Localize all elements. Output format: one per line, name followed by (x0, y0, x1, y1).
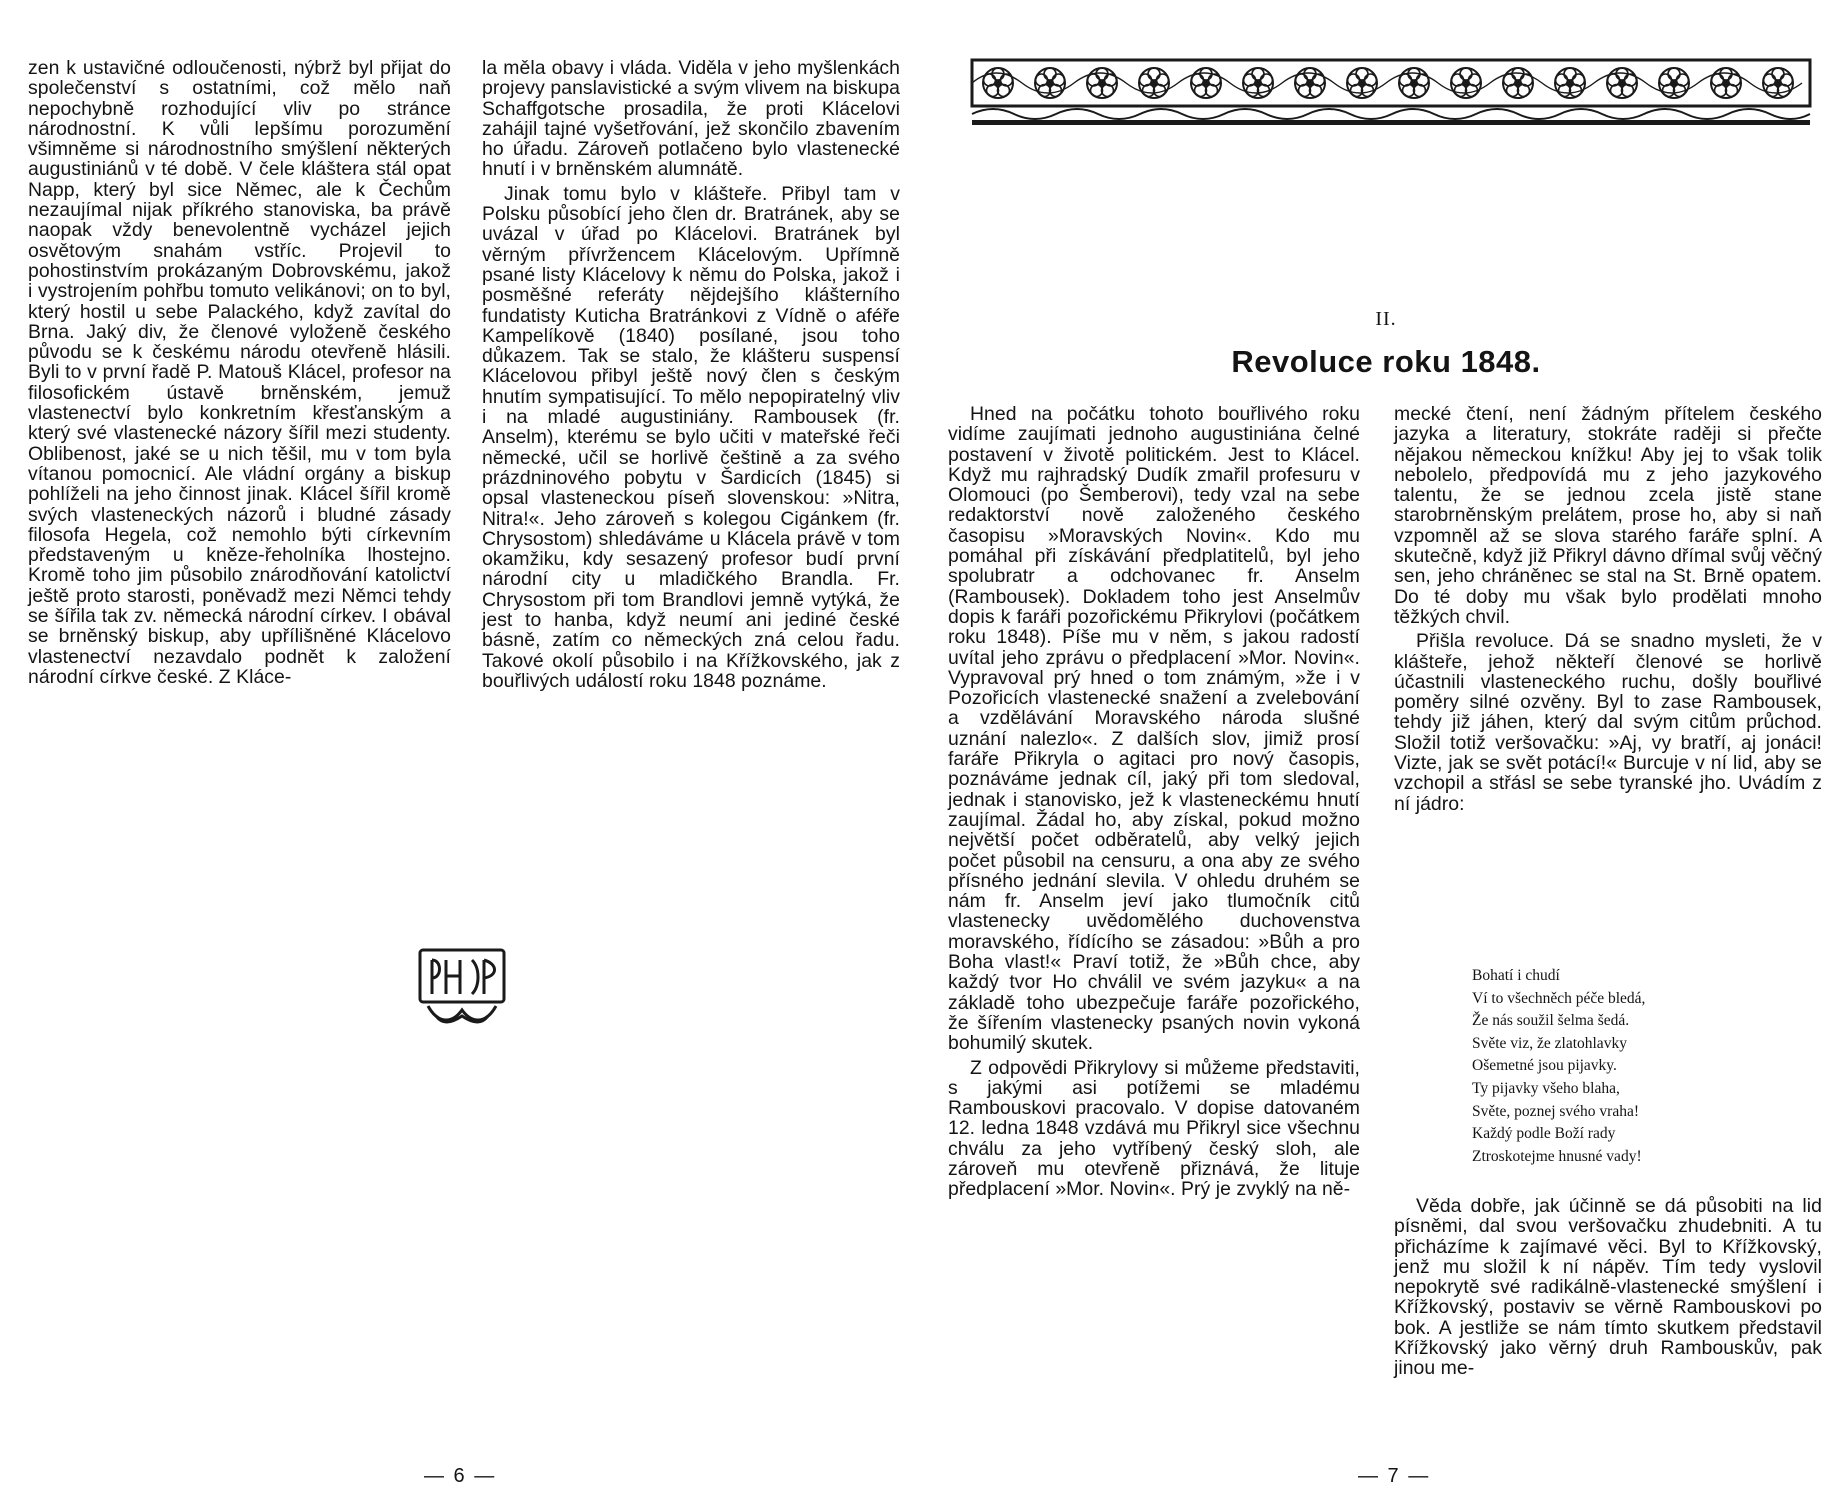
right-page-column-1 (948, 404, 1360, 1200)
poem-line: Ošemetné jsou pijavky. (1472, 1057, 1617, 1075)
decorative-border-icon (970, 58, 1812, 140)
paragraph: mecké čtení, není žádným přítelem českého jazyka a literatury, stokráte raději si přečte nějakou německou knížku! Aby jej to však tolik nebolelo, předpovídá mu z jeho jazykového talentu, že se jednou zcela jistě stane starobrněnským prelátem, prose ho, aby si naň vzpomněl až se slova starého faráře splní. A skutečně, když již Přikryl dávno dřímal svůj věčný sen, jeho chráněnec se stal na St. Brně opatem. Do té doby mu však bylo prodělati mnoho těžkých chvil. (1394, 403, 1822, 628)
chapter-title: Revoluce roku 1848. (1231, 344, 1541, 379)
poem-line: Každý podle Boží rady (1472, 1125, 1616, 1143)
right-page-column-2 (1394, 404, 1822, 814)
right-page-column-2-continued (1394, 1196, 1822, 1379)
chapter-number: II. (1375, 308, 1397, 330)
paragraph: Přišla revoluce. Dá se snadno mysleti, že v klášteře, jehož někteří členové se horlivě účastnili vlasteneckého ruchu, došly bouřlivé poměry silné ozvěny. Byl to zase Rambousek, tehdy již jáhen, který dal svým citům průchod. Složil totiž veršovačku: »Aj, vy bratří, aj jonáci! Vizte, jak se svět potácí!« Burcuje v ní lid, aby se vzchopil a střásl se sebe tyranské jho. Uvádím z ní jádro: (1394, 630, 1822, 815)
poem-line: Světe, poznej svého vraha! (1472, 1102, 1639, 1120)
paragraph: Věda dobře, jak účinně se dá působiti na lid písněmi, dal svou veršovačku zhudebniti. A tu přicházíme k zajímavé věci. Byl to Křížkovský, jenž mu složil k ní nápěv. Tím tedy vyslovil nepokrytě své radikálně-vlastenecké smýšlení i Křížkovský, postaviv se věrně Rambouskovi po bok. A jestliže se nám tímto skutkem představil Křížkovský jako věrný druh Rambouskův, pak jinou me- (1394, 1195, 1822, 1380)
paragraph: la měla obavy i vláda. Viděla v jeho myšlenkách projevy panslavistické a svým vlivem na biskupa Schaffgotsche prosadila, že proti Klácelovi zahájil tajné vyšetřování, jež skončilo zbavením ho úřadu. Zároveň potlačeno bylo vlastenecké hnutí i v brněnském alumnátě. (482, 57, 900, 181)
paragraph: Hned na počátku tohoto bouřlivého roku vidíme zaujímati jednoho augustiniána čelné postavení v životě politickém. Jest to Klácel. Když mu rajhradský Dudík zmařil profesuru v Olomouci (po Šemberovi), tedy vzal na sebe redaktorství nově založeného českého časopisu »Moravských Novin«. Kdo mu pomáhal při získávání předplatitelů, byl jeho spolubratr a odchovanec fr. Anselm (Rambousek). Dokladem toho jest Anselmův dopis k faráři pozořickému Přikrylovi (počátkem roku 1848). Píše mu v něm, s jakou radostí uvítal jeho zprávu o předplacení »Mor. Novin«. Vypravoval prý hned o tom známým, »že i v Pozořicích vlastenecké snažení a zvelebování a vzdělávání Moravského národa slušné uznání nalezlo«. Z dalších slov, jimiž prosí faráře Přikryla o agitaci pro nový časopis, poznáváme jednak cíl, jaký při tom sledoval, jednak i stanovisko, jež k vlasteneckému hnutí zaujímal. Žádal ho, aby získal, pokud možno největší počet odběratelů, aby velký jejich počet působil na censuru, a ona aby ze svého přísného jednání slevila. V ohledu druhém se nám fr. Anselm jeví jako tlumočník citů vlastenecky uvědomělého duchovenstva moravského, řídícího se zásadou: »Bůh a pro Boha vlast!« Praví totiž, že »Bůh chce, aby každý tvor Ho chválil ve svém jazyku« a na základě toho ubezpečuje faráře pozořického, že šířením vlastenecky psaných novin vykoná bohumilý skutek. (948, 403, 1360, 1055)
left-page-column-2 (482, 58, 900, 691)
paragraph: Jinak tomu bylo v klášteře. Přibyl tam v Polsku působící jeho člen dr. Bratránek, aby se uvázal v úřad po Klácelovi. Bratránek byl věrným přívržencem Klácelovým. Upřímně psané listy Klácelovy k němu do Polska, jakož i posměšné referáty nějdejšího klášterního fundatisty Kuticha Bratránkovi z Vídně o aféře Kampelíkově (1840) posílané, jsou toho důkazem. Tak se stalo, že klášteru suspensí Klácelovou přibyl ještě nový člen s českým hnutím sympatisující. To mělo nepopiratelný vliv i na mladé augustiniány. Rambousek (fr. Anselm), kterému se bylo učiti v mateřské řeči německé, učil se horlivě češtině a za svého prázdninového pobytu v Šardicích (1845) si opsal vlasteneckou píseň slovenskou: »Nitra, Nitra!«. Jeho zároveň s kolegou Cigánkem (fr. Chrysostom) shledáváme u Klácela právě v tom okamžiku, kdy sesazený profesor budí první národní city u mladičkého Brandla. Fr. Chrysostom při tom Brandlovi jemně vytýká, že jest to hanba, když neumí ani jediné české básně, zatím co německých zná celou řadu. Takové okolí působilo i na Křížkovského, jak z bouřlivých událostí roku 1848 poznáme. (482, 182, 900, 692)
right-page (924, 0, 1848, 1500)
page-number: — 7 — (1358, 1465, 1431, 1487)
page-number: — 6 — (424, 1465, 497, 1487)
poem-line: Že nás soužil šelma šedá. (1472, 1012, 1630, 1030)
poem-line: Světe viz, že zlatohlavky (1472, 1034, 1627, 1052)
paragraph: zen k ustavičné odloučenosti, nýbrž byl přijat do společenství s ostatními, což mělo naň nepochybně rozhodující vliv po stránce národnostní. K vůli lepšímu porozumění všimněme si národnostního smýšlení některých augustiniánů v té době. V čele kláštera stál opat Napp, který byl sice Němec, ale k Čechům nezaujímal nijak příkrého stanoviska, ba právě naopak vždy benevolentně vycházel jejich osvětovým snahám vstříc. Projevil to pohostinstvím prokázaným Dobrovskému, jakož i vystrojením pohřbu tomuto velikánovi; on to byl, který hostil u sebe Palackého, když zavítal do Brna. Jaký div, že členové vyloženě českého původu se k českému národu otevřeně hlásili. Byli to v první řadě P. Matouš Klácel, profesor na filosofickém ústavě brněnském, jemuž vlastenectví bylo konkretním křesťanským a který své vlastenecké názory šířil mezi studenty. Oblibenost, jaké se u nich těšil, mu v tom byla vítanou pomocnicí. Ale vládní orgány a biskup pohlíželi na jeho činnost jinak. Klácel šířil kromě svých vlasteneckých názorů i bludné zásady filosofa Hegela, což nemohlo býti církevním představeným u kněze-řeholníka lhostejno. Kromě toho jim působilo znárodňování katolictví ještě proto starosti, poněvadž mezi Němci tehdy se šířila tak zv. německá národní církev. I obával se brněnský biskup, aby upřílišněné Klácelovo vlastenectví nezavdalo podnět k založení národní církve české. Z Kláce- (28, 57, 451, 688)
poem (1472, 965, 1802, 1168)
poem-line: Ví to všechněch péče bledá, (1472, 989, 1646, 1007)
paragraph: Z odpovědi Přikrylovy si můžeme představiti, s jakými asi potížemi se mladému Rambouskovi pracovalo. V dopise datovaném 12. ledna 1848 vzdává mu Přikryl sice všechnu chválu za jeho vytříbený český sloh, ale zároveň mu otevřeně přiznává, že lituje předplacení »Mor. Novin«. Prý je zvyklý na ně- (948, 1056, 1360, 1201)
poem-line: Ty pijavky všeho blaha, (1472, 1079, 1620, 1097)
poem-line: Bohatí i chudí (1472, 967, 1560, 984)
left-page-column-1 (28, 58, 451, 687)
printer-mark-ornament-icon (416, 946, 508, 1028)
poem-line: Ztroskotejme hnusné vady! (1472, 1147, 1642, 1165)
